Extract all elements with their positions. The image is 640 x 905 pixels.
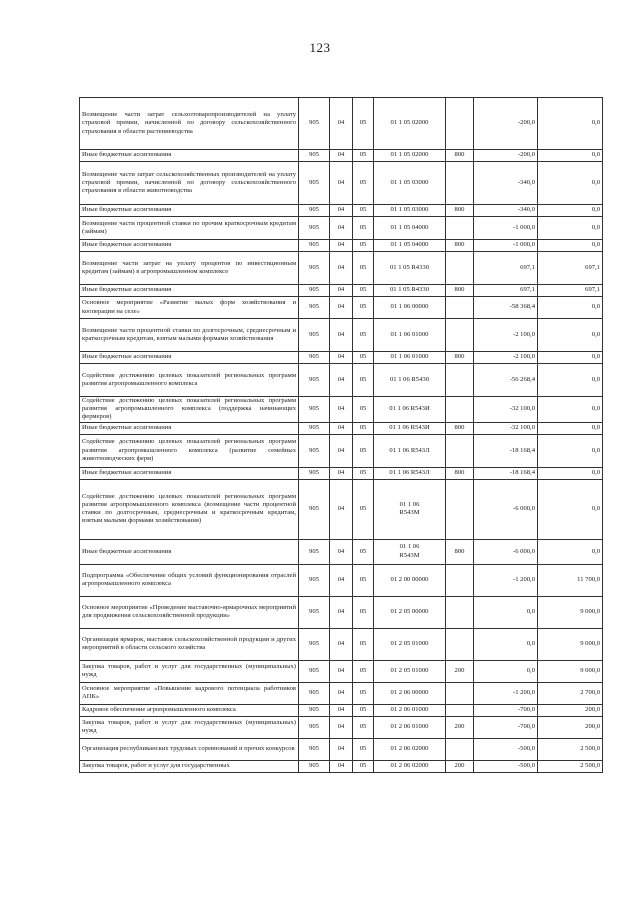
cell-expense-type xyxy=(446,397,474,423)
cell-section: 04 xyxy=(330,240,353,252)
cell-name: Основное мероприятие «Развитие малых форм хозяйствования и кооперации на селе» xyxy=(80,297,299,319)
cell-section: 04 xyxy=(330,217,353,240)
cell-section: 04 xyxy=(330,397,353,423)
cell-grbs: 905 xyxy=(299,252,330,285)
cell-grbs: 905 xyxy=(299,596,330,628)
cell-amount-1: -340,0 xyxy=(474,205,538,217)
cell-subsection: 05 xyxy=(353,422,374,434)
cell-name: Иные бюджетные ассигнования xyxy=(80,539,299,564)
cell-section: 04 xyxy=(330,319,353,352)
cell-target-code: 01 1 05 02000 xyxy=(374,150,446,162)
cell-grbs: 905 xyxy=(299,352,330,364)
table-row xyxy=(80,397,603,423)
cell-section: 04 xyxy=(330,364,353,397)
cell-subsection: 05 xyxy=(353,319,374,352)
cell-grbs: 905 xyxy=(299,434,330,467)
cell-expense-type xyxy=(446,596,474,628)
cell-target-code: 01 2 06 01000 xyxy=(374,716,446,738)
cell-amount-1: -18 168,4 xyxy=(474,434,538,467)
cell-section: 04 xyxy=(330,352,353,364)
cell-grbs: 905 xyxy=(299,539,330,564)
cell-amount-1: -32 100,0 xyxy=(474,422,538,434)
cell-amount-2: 0,0 xyxy=(538,364,603,397)
cell-section: 04 xyxy=(330,716,353,738)
cell-amount-2: 0,0 xyxy=(538,162,603,205)
cell-amount-2: 0,0 xyxy=(538,352,603,364)
cell-amount-1: 0,0 xyxy=(474,628,538,660)
cell-expense-type xyxy=(446,98,474,150)
cell-expense-type xyxy=(446,162,474,205)
cell-amount-2: 9 000,0 xyxy=(538,660,603,682)
cell-expense-type xyxy=(446,364,474,397)
cell-grbs: 905 xyxy=(299,422,330,434)
table-row xyxy=(80,285,603,297)
cell-grbs: 905 xyxy=(299,319,330,352)
cell-expense-type xyxy=(446,252,474,285)
cell-amount-1: 697,1 xyxy=(474,252,538,285)
cell-target-code: 01 1 05 R4330 xyxy=(374,285,446,297)
cell-section: 04 xyxy=(330,205,353,217)
cell-amount-1: -1 200,0 xyxy=(474,682,538,704)
cell-section: 04 xyxy=(330,660,353,682)
cell-target-code: 01 1 05 R4330 xyxy=(374,252,446,285)
table-row xyxy=(80,217,603,240)
cell-amount-1: -700,0 xyxy=(474,716,538,738)
cell-expense-type: 200 xyxy=(446,760,474,772)
cell-subsection: 05 xyxy=(353,217,374,240)
cell-subsection: 05 xyxy=(353,240,374,252)
cell-name: Закупка товаров, работ и услуг для государственных (муниципальных) нужд xyxy=(80,660,299,682)
cell-target-code: 01 1 06 01000 xyxy=(374,319,446,352)
cell-subsection: 05 xyxy=(353,397,374,423)
cell-subsection: 05 xyxy=(353,297,374,319)
cell-name: Возмещение части процентной ставки по долгосрочным, среднесрочным и краткосрочным кредитам, взятым малыми формами хозяйствования xyxy=(80,319,299,352)
cell-amount-1: -2 100,0 xyxy=(474,352,538,364)
cell-expense-type xyxy=(446,704,474,716)
cell-grbs: 905 xyxy=(299,479,330,539)
cell-grbs: 905 xyxy=(299,628,330,660)
cell-amount-2: 0,0 xyxy=(538,98,603,150)
cell-target-code: 01 1 05 03000 xyxy=(374,162,446,205)
cell-amount-1: 0,0 xyxy=(474,596,538,628)
cell-subsection: 05 xyxy=(353,704,374,716)
cell-section: 04 xyxy=(330,704,353,716)
cell-amount-2: 0,0 xyxy=(538,217,603,240)
cell-amount-2: 0,0 xyxy=(538,479,603,539)
cell-target-code: 01 1 06 R5430 xyxy=(374,364,446,397)
table-row xyxy=(80,628,603,660)
table-row xyxy=(80,205,603,217)
cell-name: Подпрограмма «Обеспечение общих условий функционирования отраслей агропромышленного комплекса xyxy=(80,564,299,596)
cell-name: Содействие достижению целевых показателей региональных программ развития агропромышленного комплекса xyxy=(80,364,299,397)
cell-grbs: 905 xyxy=(299,704,330,716)
cell-section: 04 xyxy=(330,422,353,434)
cell-subsection: 05 xyxy=(353,628,374,660)
cell-grbs: 905 xyxy=(299,240,330,252)
cell-grbs: 905 xyxy=(299,564,330,596)
cell-name: Закупка товаров, работ и услуг для государственных xyxy=(80,760,299,772)
cell-grbs: 905 xyxy=(299,467,330,479)
cell-target-code: 01 1 06 00000 xyxy=(374,297,446,319)
cell-section: 04 xyxy=(330,760,353,772)
cell-section: 04 xyxy=(330,738,353,760)
cell-section: 04 xyxy=(330,434,353,467)
cell-subsection: 05 xyxy=(353,467,374,479)
cell-amount-1: -500,0 xyxy=(474,760,538,772)
cell-expense-type xyxy=(446,479,474,539)
cell-grbs: 905 xyxy=(299,217,330,240)
cell-target-code: 01 2 05 01000 xyxy=(374,660,446,682)
cell-name: Возмещение части затрат на уплату процентов по инвестиционным кредитам (займам) в агропромышленном комплексе xyxy=(80,252,299,285)
table-row xyxy=(80,760,603,772)
table-row xyxy=(80,422,603,434)
cell-name: Закупка товаров, работ и услуг для государственных (муниципальных) нужд xyxy=(80,716,299,738)
cell-expense-type xyxy=(446,297,474,319)
cell-target-code: 01 1 05 04000 xyxy=(374,217,446,240)
cell-expense-type: 200 xyxy=(446,716,474,738)
cell-amount-1: -200,0 xyxy=(474,150,538,162)
cell-amount-2: 9 000,0 xyxy=(538,628,603,660)
table-row xyxy=(80,319,603,352)
cell-expense-type: 800 xyxy=(446,352,474,364)
cell-name: Иные бюджетные ассигнования xyxy=(80,150,299,162)
cell-amount-1: -700,0 xyxy=(474,704,538,716)
cell-expense-type: 800 xyxy=(446,240,474,252)
cell-amount-1: -1 000,0 xyxy=(474,240,538,252)
cell-subsection: 05 xyxy=(353,564,374,596)
cell-target-code: 01 1 06 R543Л xyxy=(374,434,446,467)
cell-target-code: 01 2 05 00000 xyxy=(374,596,446,628)
cell-expense-type: 200 xyxy=(446,660,474,682)
cell-name: Иные бюджетные ассигнования xyxy=(80,467,299,479)
cell-subsection: 05 xyxy=(353,479,374,539)
cell-subsection: 05 xyxy=(353,352,374,364)
cell-name: Возмещение части процентной ставки по прочим краткосрочным кредитам (займам) xyxy=(80,217,299,240)
cell-name: Возмещение части затрат сельскохозяйственных производителей на уплату страховой премии, начисленной по договору сельскохозяйственного страхования в области животноводства xyxy=(80,162,299,205)
cell-amount-2: 2 500,0 xyxy=(538,738,603,760)
cell-expense-type xyxy=(446,738,474,760)
cell-amount-1: -1 200,0 xyxy=(474,564,538,596)
cell-name: Возмещение части затрат сельхозтоваропроизводителей на уплату страховой премии, начисленной по договору сельскохозяйственного страхования в области растениеводства xyxy=(80,98,299,150)
cell-subsection: 05 xyxy=(353,98,374,150)
cell-amount-2: 0,0 xyxy=(538,467,603,479)
table-row xyxy=(80,564,603,596)
cell-subsection: 05 xyxy=(353,682,374,704)
cell-section: 04 xyxy=(330,628,353,660)
cell-amount-2: 0,0 xyxy=(538,539,603,564)
cell-target-code: 01 2 05 01000 xyxy=(374,628,446,660)
cell-amount-1: -18 168,4 xyxy=(474,467,538,479)
cell-subsection: 05 xyxy=(353,364,374,397)
cell-amount-1: -2 100,0 xyxy=(474,319,538,352)
table-row xyxy=(80,240,603,252)
cell-amount-1: -58 368,4 xyxy=(474,297,538,319)
cell-expense-type: 800 xyxy=(446,467,474,479)
cell-section: 04 xyxy=(330,564,353,596)
cell-name: Основное мероприятие «Повышение кадрового потенциала работников АПК» xyxy=(80,682,299,704)
cell-section: 04 xyxy=(330,162,353,205)
cell-target-code: 01 1 06 R543М xyxy=(374,539,446,564)
cell-grbs: 905 xyxy=(299,364,330,397)
cell-amount-2: 11 700,0 xyxy=(538,564,603,596)
cell-name: Иные бюджетные ассигнования xyxy=(80,205,299,217)
cell-expense-type xyxy=(446,319,474,352)
cell-amount-1: -340,0 xyxy=(474,162,538,205)
cell-amount-2: 0,0 xyxy=(538,150,603,162)
table-row xyxy=(80,479,603,539)
cell-target-code: 01 1 06 R543Л xyxy=(374,467,446,479)
cell-expense-type: 800 xyxy=(446,150,474,162)
cell-section: 04 xyxy=(330,297,353,319)
cell-name: Организация республиканских трудовых соревнований и прочих конкурсов xyxy=(80,738,299,760)
table-row xyxy=(80,539,603,564)
table-row xyxy=(80,364,603,397)
cell-subsection: 05 xyxy=(353,760,374,772)
cell-section: 04 xyxy=(330,252,353,285)
cell-expense-type: 800 xyxy=(446,285,474,297)
cell-subsection: 05 xyxy=(353,660,374,682)
cell-grbs: 905 xyxy=(299,150,330,162)
cell-target-code: 01 1 06 R543М xyxy=(374,479,446,539)
cell-amount-2: 200,0 xyxy=(538,704,603,716)
cell-subsection: 05 xyxy=(353,716,374,738)
cell-amount-1: -6 000,0 xyxy=(474,479,538,539)
cell-expense-type xyxy=(446,682,474,704)
cell-expense-type xyxy=(446,217,474,240)
table-row xyxy=(80,98,603,150)
cell-name: Иные бюджетные ассигнования xyxy=(80,422,299,434)
cell-amount-1: 0,0 xyxy=(474,660,538,682)
table-row xyxy=(80,660,603,682)
budget-table-body xyxy=(80,98,603,773)
cell-target-code: 01 1 06 01000 xyxy=(374,352,446,364)
cell-name: Организация ярмарок, выставок сельскохозяйственной продукции и других мероприятий в области сельского хозяйства xyxy=(80,628,299,660)
cell-grbs: 905 xyxy=(299,716,330,738)
cell-subsection: 05 xyxy=(353,252,374,285)
cell-grbs: 905 xyxy=(299,285,330,297)
cell-section: 04 xyxy=(330,150,353,162)
cell-amount-2: 697,1 xyxy=(538,252,603,285)
cell-target-code: 01 1 06 R543И xyxy=(374,422,446,434)
cell-grbs: 905 xyxy=(299,297,330,319)
cell-target-code: 01 2 06 02000 xyxy=(374,760,446,772)
table-row xyxy=(80,682,603,704)
page-number: 123 xyxy=(309,40,331,55)
cell-expense-type xyxy=(446,564,474,596)
table-row xyxy=(80,716,603,738)
cell-subsection: 05 xyxy=(353,539,374,564)
table-row xyxy=(80,467,603,479)
cell-target-code: 01 2 06 01000 xyxy=(374,704,446,716)
cell-subsection: 05 xyxy=(353,205,374,217)
cell-section: 04 xyxy=(330,596,353,628)
cell-amount-1: 697,1 xyxy=(474,285,538,297)
cell-amount-1: -6 000,0 xyxy=(474,539,538,564)
cell-amount-2: 2 700,0 xyxy=(538,682,603,704)
cell-amount-2: 0,0 xyxy=(538,397,603,423)
cell-section: 04 xyxy=(330,467,353,479)
cell-name: Иные бюджетные ассигнования xyxy=(80,285,299,297)
cell-name: Содействие достижению целевых показателей региональных программ развития агропромышленного комплекса (развитие семейных животноводческих ферм) xyxy=(80,434,299,467)
cell-grbs: 905 xyxy=(299,162,330,205)
cell-grbs: 905 xyxy=(299,760,330,772)
cell-name: Содействие достижению целевых показателей региональных программ развития агропромышленного комплекса (поддержка начинающих фермеров) xyxy=(80,397,299,423)
cell-section: 04 xyxy=(330,539,353,564)
cell-grbs: 905 xyxy=(299,397,330,423)
table-row xyxy=(80,704,603,716)
cell-name: Основное мероприятие «Проведение выставочно-ярмарочных мероприятий для продвижения сельскохозяйственной продукции» xyxy=(80,596,299,628)
cell-subsection: 05 xyxy=(353,596,374,628)
table-row xyxy=(80,162,603,205)
cell-grbs: 905 xyxy=(299,738,330,760)
cell-subsection: 05 xyxy=(353,150,374,162)
cell-amount-2: 0,0 xyxy=(538,319,603,352)
table-row xyxy=(80,150,603,162)
cell-subsection: 05 xyxy=(353,738,374,760)
cell-subsection: 05 xyxy=(353,285,374,297)
table-row xyxy=(80,596,603,628)
cell-subsection: 05 xyxy=(353,162,374,205)
cell-section: 04 xyxy=(330,285,353,297)
cell-target-code: 01 1 05 02000 xyxy=(374,98,446,150)
cell-expense-type xyxy=(446,434,474,467)
cell-expense-type: 800 xyxy=(446,539,474,564)
table-row xyxy=(80,434,603,467)
cell-amount-2: 0,0 xyxy=(538,205,603,217)
cell-grbs: 905 xyxy=(299,660,330,682)
cell-section: 04 xyxy=(330,98,353,150)
cell-target-code: 01 1 05 03000 xyxy=(374,205,446,217)
cell-amount-2: 0,0 xyxy=(538,434,603,467)
cell-amount-1: -56 268,4 xyxy=(474,364,538,397)
cell-target-code: 01 2 00 00000 xyxy=(374,564,446,596)
cell-subsection: 05 xyxy=(353,434,374,467)
table-row xyxy=(80,297,603,319)
budget-table xyxy=(79,97,603,773)
cell-target-code: 01 2 06 00000 xyxy=(374,682,446,704)
cell-name: Содействие достижению целевых показателей региональных программ развития агропромышленного комплекса (возмещение части процентной ставки по долгосрочным, среднесрочным и краткосрочным кредитам, взятым малыми формами хозяйствования) xyxy=(80,479,299,539)
cell-expense-type: 800 xyxy=(446,422,474,434)
cell-expense-type: 800 xyxy=(446,205,474,217)
cell-grbs: 905 xyxy=(299,205,330,217)
cell-amount-2: 2 500,0 xyxy=(538,760,603,772)
cell-target-code: 01 2 06 02000 xyxy=(374,738,446,760)
cell-amount-2: 697,1 xyxy=(538,285,603,297)
table-row xyxy=(80,252,603,285)
cell-amount-2: 0,0 xyxy=(538,422,603,434)
cell-amount-1: -500,0 xyxy=(474,738,538,760)
cell-amount-2: 0,0 xyxy=(538,240,603,252)
cell-section: 04 xyxy=(330,682,353,704)
cell-name: Иные бюджетные ассигнования xyxy=(80,352,299,364)
table-row xyxy=(80,352,603,364)
cell-expense-type xyxy=(446,628,474,660)
cell-target-code: 01 1 05 04000 xyxy=(374,240,446,252)
cell-name: Кадровое обеспечение агропромышленного комплекса xyxy=(80,704,299,716)
cell-grbs: 905 xyxy=(299,682,330,704)
cell-section: 04 xyxy=(330,479,353,539)
cell-name: Иные бюджетные ассигнования xyxy=(80,240,299,252)
cell-grbs: 905 xyxy=(299,98,330,150)
cell-amount-2: 200,0 xyxy=(538,716,603,738)
cell-target-code: 01 1 06 R543И xyxy=(374,397,446,423)
cell-amount-2: 9 000,0 xyxy=(538,596,603,628)
cell-amount-2: 0,0 xyxy=(538,297,603,319)
cell-amount-1: -200,0 xyxy=(474,98,538,150)
cell-amount-1: -1 000,0 xyxy=(474,217,538,240)
table-row xyxy=(80,738,603,760)
cell-amount-1: -32 100,0 xyxy=(474,397,538,423)
